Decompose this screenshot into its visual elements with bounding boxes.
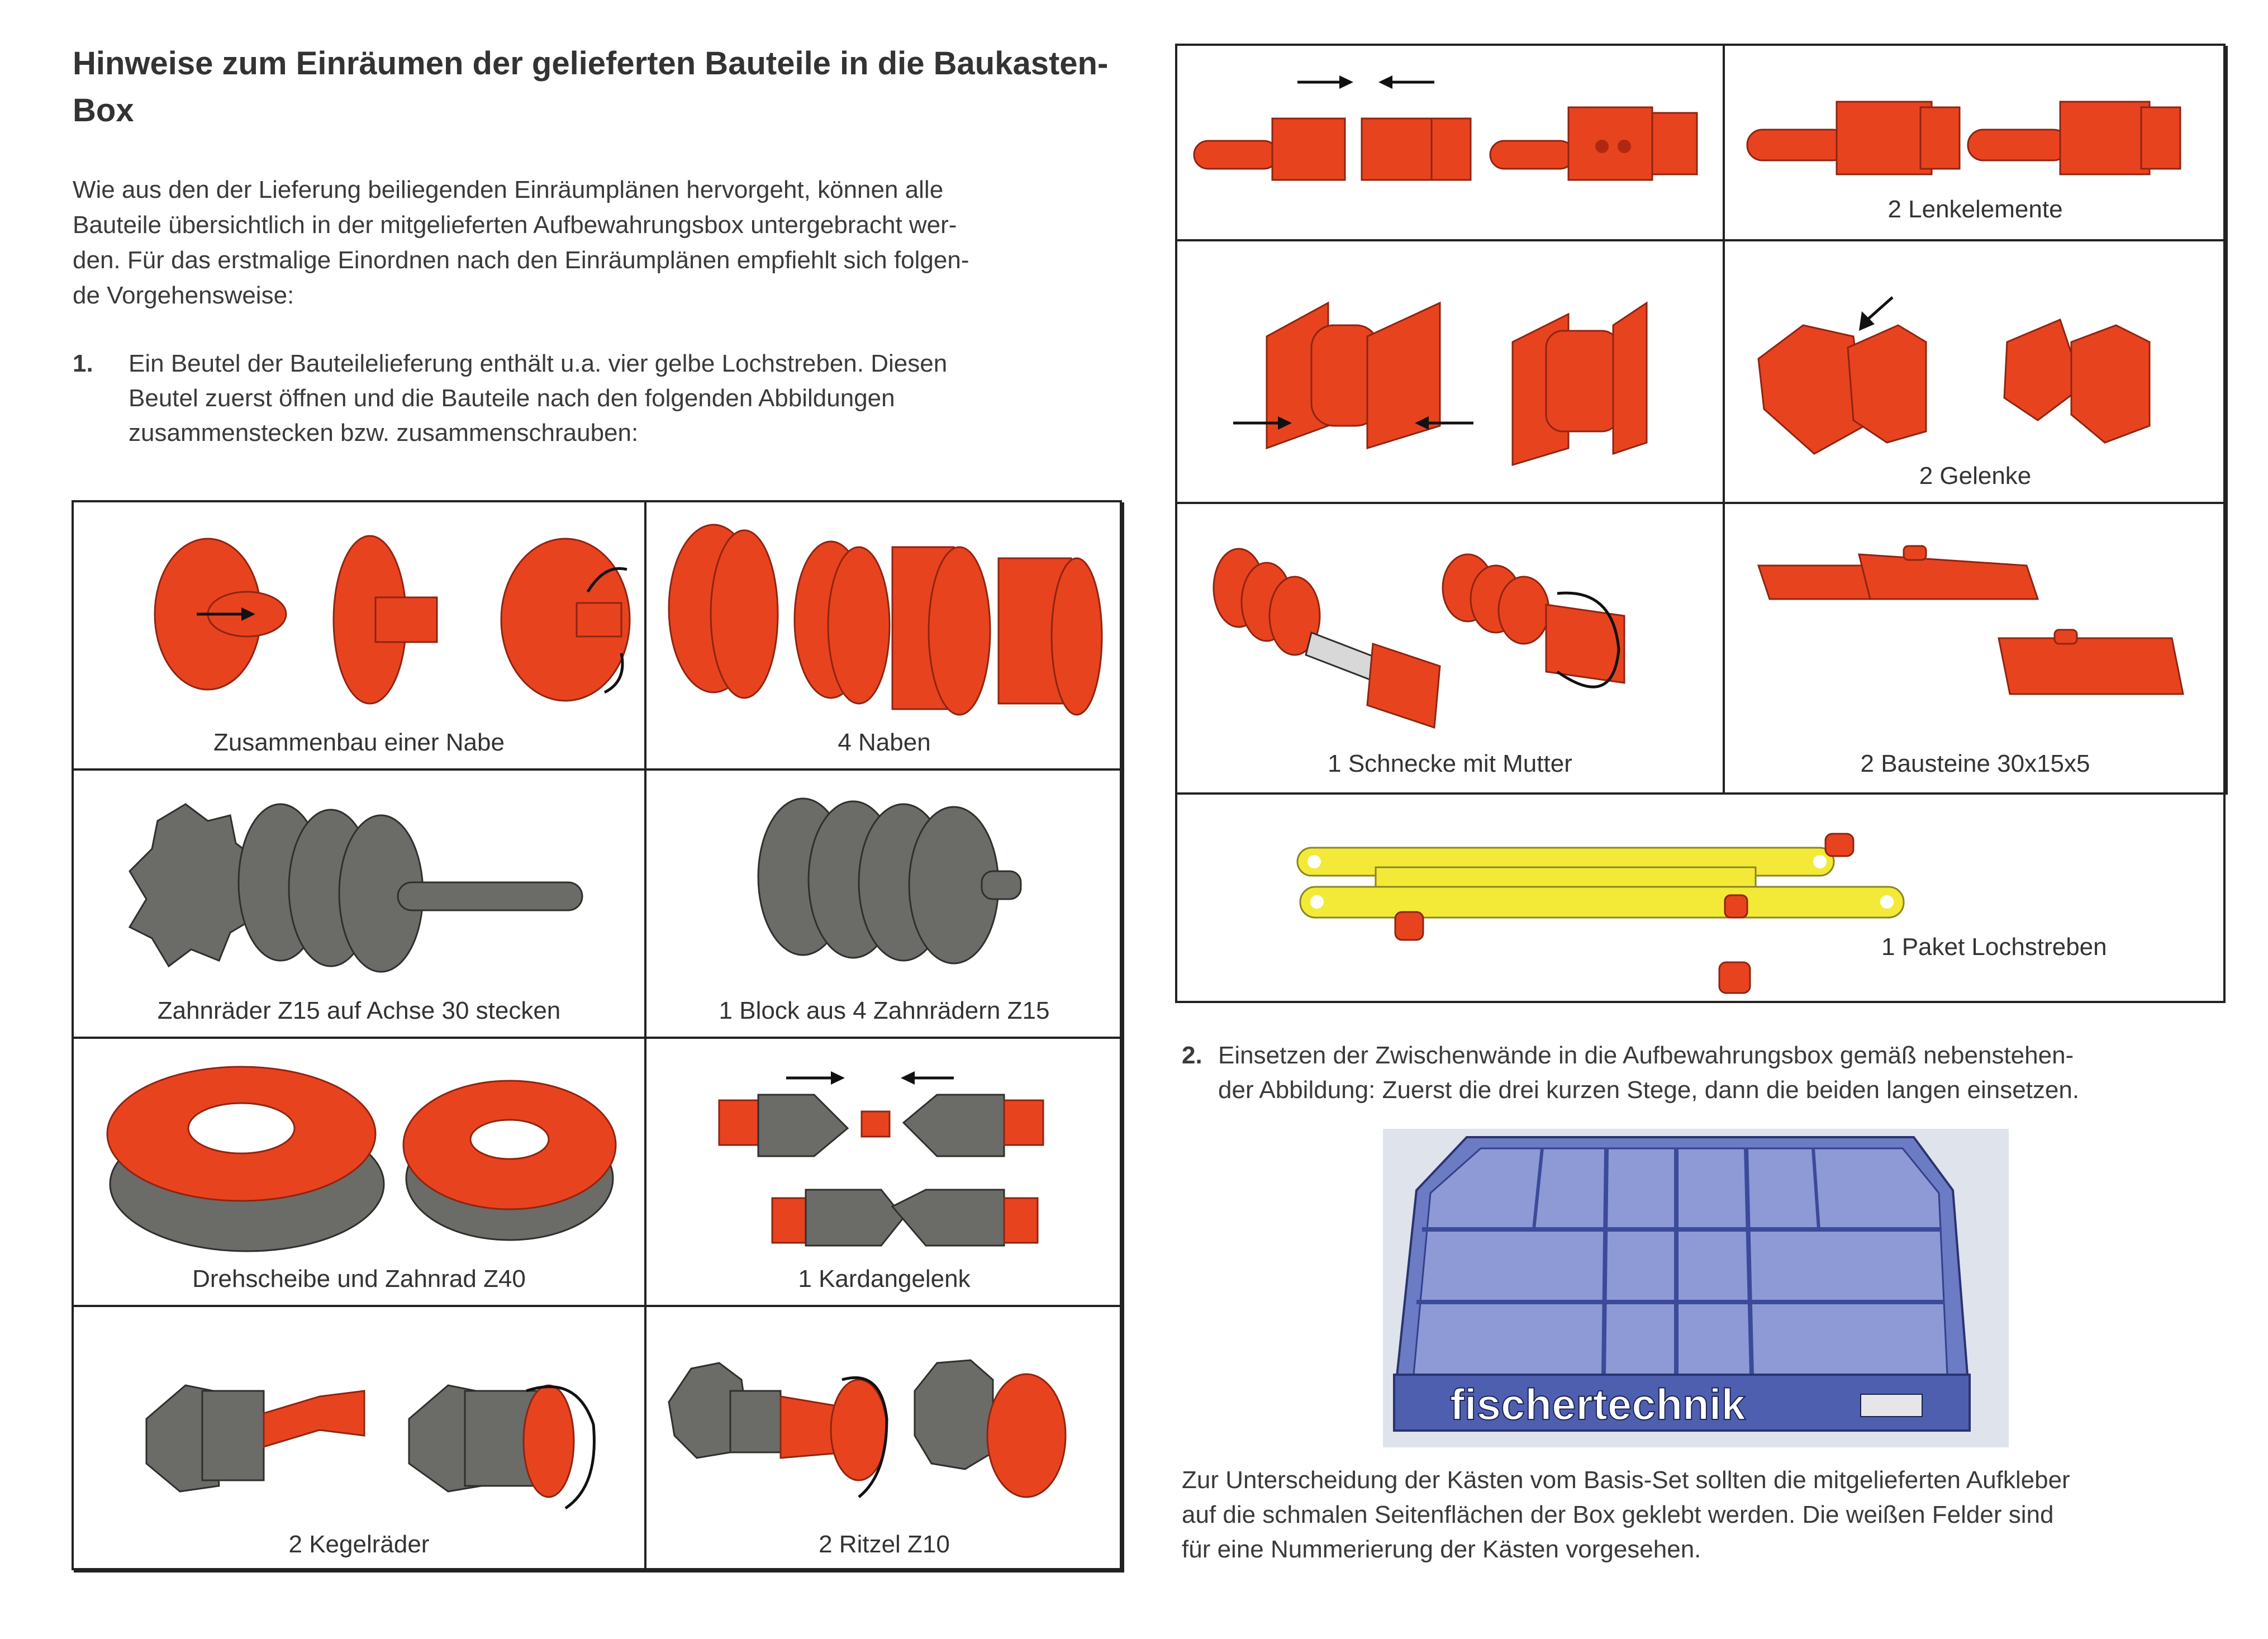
step-1-line: zusammenstecken bzw. zusammenschrauben: [129,419,639,446]
perforated-struts-illustration [1177,795,2228,1005]
caption-lochstreben: 1 Paket Lochstreben [1881,933,2107,961]
cell-kardangelenk [646,1039,1124,1307]
step-2-line: Einsetzen der Zwischenwände in die Aufbewahrungsbox gemäß nebenstehen- [1218,1042,2074,1069]
footer-paragraph [1182,1463,2243,1575]
cell-zahnraeder-achse [74,771,646,1039]
step-1 [73,346,1106,458]
caption-schnecke: 1 Schnecke mit Mutter [1328,750,1572,777]
cell-lenkelemente [1725,46,2228,241]
intro-paragraph [73,172,1106,313]
cell-nabe-assembly [74,502,646,771]
caption-kegelraeder: 2 Kegelräder [288,1531,430,1558]
caption-lenkelemente: 2 Lenkelemente [1887,196,2063,223]
caption-nabe-assembly: Zusammenbau einer Nabe [213,729,505,756]
caption-gelenke: 2 Gelenke [1919,462,2032,490]
cell-kegelraeder [74,1307,646,1573]
cell-block-zahnraeder [646,771,1124,1039]
page-title: Hinweise zum Einräumen der gelieferten Bauteile in die Baukasten-Box [73,45,1109,129]
footer-line: auf die schmalen Seitenflächen der Box geklebt werden. Die weißen Felder sind [1182,1501,2054,1528]
cell-gelenke [1725,241,2228,504]
intro-line: de Vorgehensweise: [73,282,294,309]
cell-gelenk-assembly [1177,241,1725,504]
caption-bausteine: 2 Bausteine 30x15x5 [1860,750,2090,777]
step-1-line: Ein Beutel der Bauteilelieferung enthält u.a. vier gelbe Lochstreben. Diesen [129,350,948,377]
joint-assembly-illustration [1177,241,1725,504]
footer-line: Zur Unterscheidung der Kästen vom Basis-Set sollten die mitgelieferten Aufkleber [1182,1466,2070,1494]
cell-bausteine [1725,504,2228,795]
step-1-number: 1. [73,350,93,377]
cell-schnecke [1177,504,1725,795]
caption-zahnraeder-achse: Zahnräder Z15 auf Achse 30 stecken [157,997,561,1024]
caption-drehscheibe: Drehscheibe und Zahnrad Z40 [192,1265,526,1293]
caption-4-naben: 4 Naben [838,729,931,756]
left-parts-grid [72,500,1122,1570]
intro-line: Wie aus den der Lieferung beiliegenden Einräumplänen hervorgeht, können alle [73,176,944,203]
cell-lochstreben [1177,795,2228,1005]
box-brand-logo: fischertechnik [1450,1380,1746,1429]
intro-line: den. Für das erstmalige Einordnen nach den Einräumplänen empfiehlt sich folgen- [73,246,969,274]
step-1-line: Beutel zuerst öffnen und die Bauteile nach den folgenden Abbildungen [129,384,895,412]
steering-element-assembly-illustration [1177,46,1725,241]
cell-ritzel [646,1307,1124,1573]
cell-4-naben [646,502,1124,771]
cell-drehscheibe [74,1039,646,1307]
step-2 [1182,1038,2243,1111]
storage-box-illustration [1383,1129,2009,1447]
cell-lenkelement-assembly [1177,46,1725,241]
footer-line: für eine Nummerierung der Kästen vorgesehen. [1182,1536,1701,1563]
caption-kardangelenk: 1 Kardangelenk [798,1265,971,1293]
caption-block-zahnraeder: 1 Block aus 4 Zahnrädern Z15 [719,997,1050,1024]
right-parts-grid [1175,44,2226,1003]
storage-box-photo [1383,1129,2009,1447]
step-2-number: 2. [1182,1042,1202,1069]
intro-line: Bauteile übersichtlich in der mitgelieferten Aufbewahrungsbox untergebracht wer- [73,211,957,239]
step-2-line: der Abbildung: Zuerst die drei kurzen Stege, dann die beiden langen einsetzen. [1218,1076,2080,1104]
caption-ritzel: 2 Ritzel Z10 [819,1531,950,1558]
